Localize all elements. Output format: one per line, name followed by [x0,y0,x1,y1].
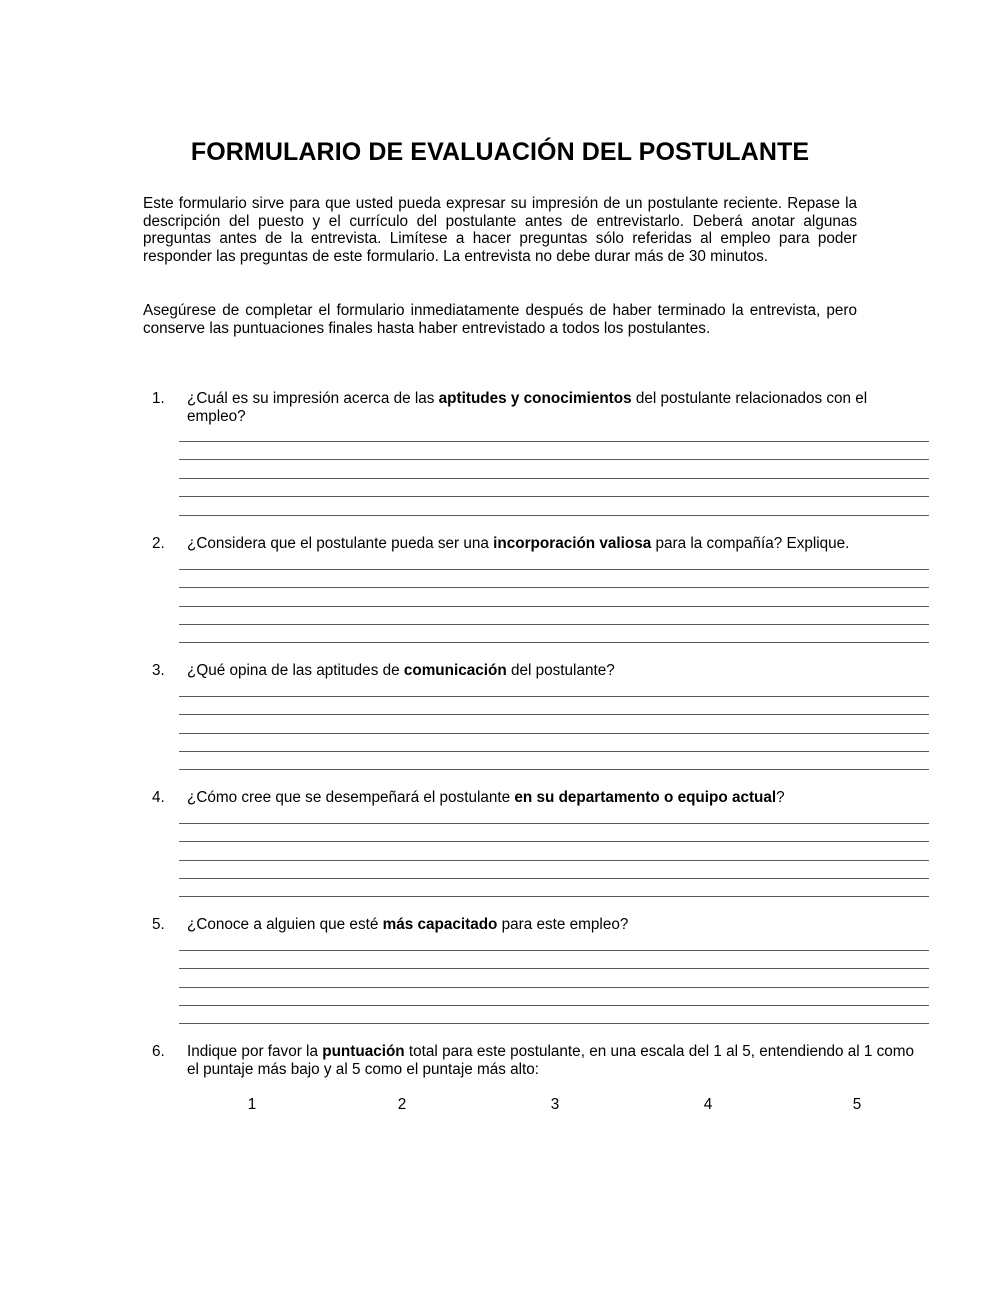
answer-line[interactable] [179,496,929,497]
answer-line[interactable] [179,878,929,879]
answer-line[interactable] [179,769,929,770]
answer-line[interactable] [179,733,929,734]
answer-line[interactable] [179,624,929,625]
answer-line[interactable] [179,823,929,824]
question-text: ¿Considera que el postulante pueda ser una incorporación valiosa para la compañía? Explique. [187,535,850,552]
question-number: 1. [152,390,165,407]
answer-line[interactable] [179,642,929,643]
rating-option-4[interactable]: 4 [703,1096,713,1113]
question-number: 2. [152,535,165,552]
answer-line[interactable] [179,751,929,752]
answer-line[interactable] [179,1023,929,1024]
question-text: Indique por favor la puntuación total para este postulante, en una escala del 1 al 5, entendiendo al 1 como el puntaje más bajo y al 5 como el puntaje más alto: [187,1043,915,1078]
answer-line[interactable] [179,950,929,951]
answer-line[interactable] [179,696,929,697]
rating-option-1[interactable]: 1 [247,1096,257,1113]
intro-paragraph-1: Este formulario sirve para que usted pueda expresar su impresión de un postulante reciente. Repase la descripción del puesto y el currículo del postulante antes de entrevistarlo. Deberá anotar algunas preguntas antes de la entrevista. Limítese a hacer preguntas sólo referidas al empleo para poder responder las preguntas de este formulario. La entrevista no debe durar más de 30 minutos. [143,195,857,265]
question-text: ¿Qué opina de las aptitudes de comunicación del postulante? [187,662,615,679]
answer-line[interactable] [179,515,929,516]
question-number: 6. [152,1043,165,1060]
answer-line[interactable] [179,714,929,715]
question-text: ¿Conoce a alguien que esté más capacitado para este empleo? [187,916,629,933]
answer-line[interactable] [179,459,929,460]
form-title: FORMULARIO DE EVALUACIÓN DEL POSTULANTE [190,138,810,166]
answer-line[interactable] [179,987,929,988]
answer-line[interactable] [179,478,929,479]
answer-line[interactable] [179,896,929,897]
answer-line[interactable] [179,968,929,969]
question-number: 5. [152,916,165,933]
question-text: ¿Cuál es su impresión acerca de las aptitudes y conocimientos del postulante relacionados con el empleo? [187,390,868,425]
rating-option-2[interactable]: 2 [397,1096,407,1113]
answer-line[interactable] [179,1005,929,1006]
answer-line[interactable] [179,606,929,607]
question-number: 3. [152,662,165,679]
answer-line[interactable] [179,587,929,588]
intro-paragraph-2: Asegúrese de completar el formulario inmediatamente después de haber terminado la entrevista, pero conserve las puntuaciones finales hasta haber entrevistado a todos los postulantes. [143,302,857,337]
answer-line[interactable] [179,860,929,861]
question-text: ¿Cómo cree que se desempeñará el postulante en su departamento o equipo actual? [187,789,785,806]
answer-line[interactable] [179,569,929,570]
answer-line[interactable] [179,441,929,442]
rating-option-5[interactable]: 5 [852,1096,862,1113]
rating-option-3[interactable]: 3 [550,1096,560,1113]
question-number: 4. [152,789,165,806]
answer-line[interactable] [179,841,929,842]
